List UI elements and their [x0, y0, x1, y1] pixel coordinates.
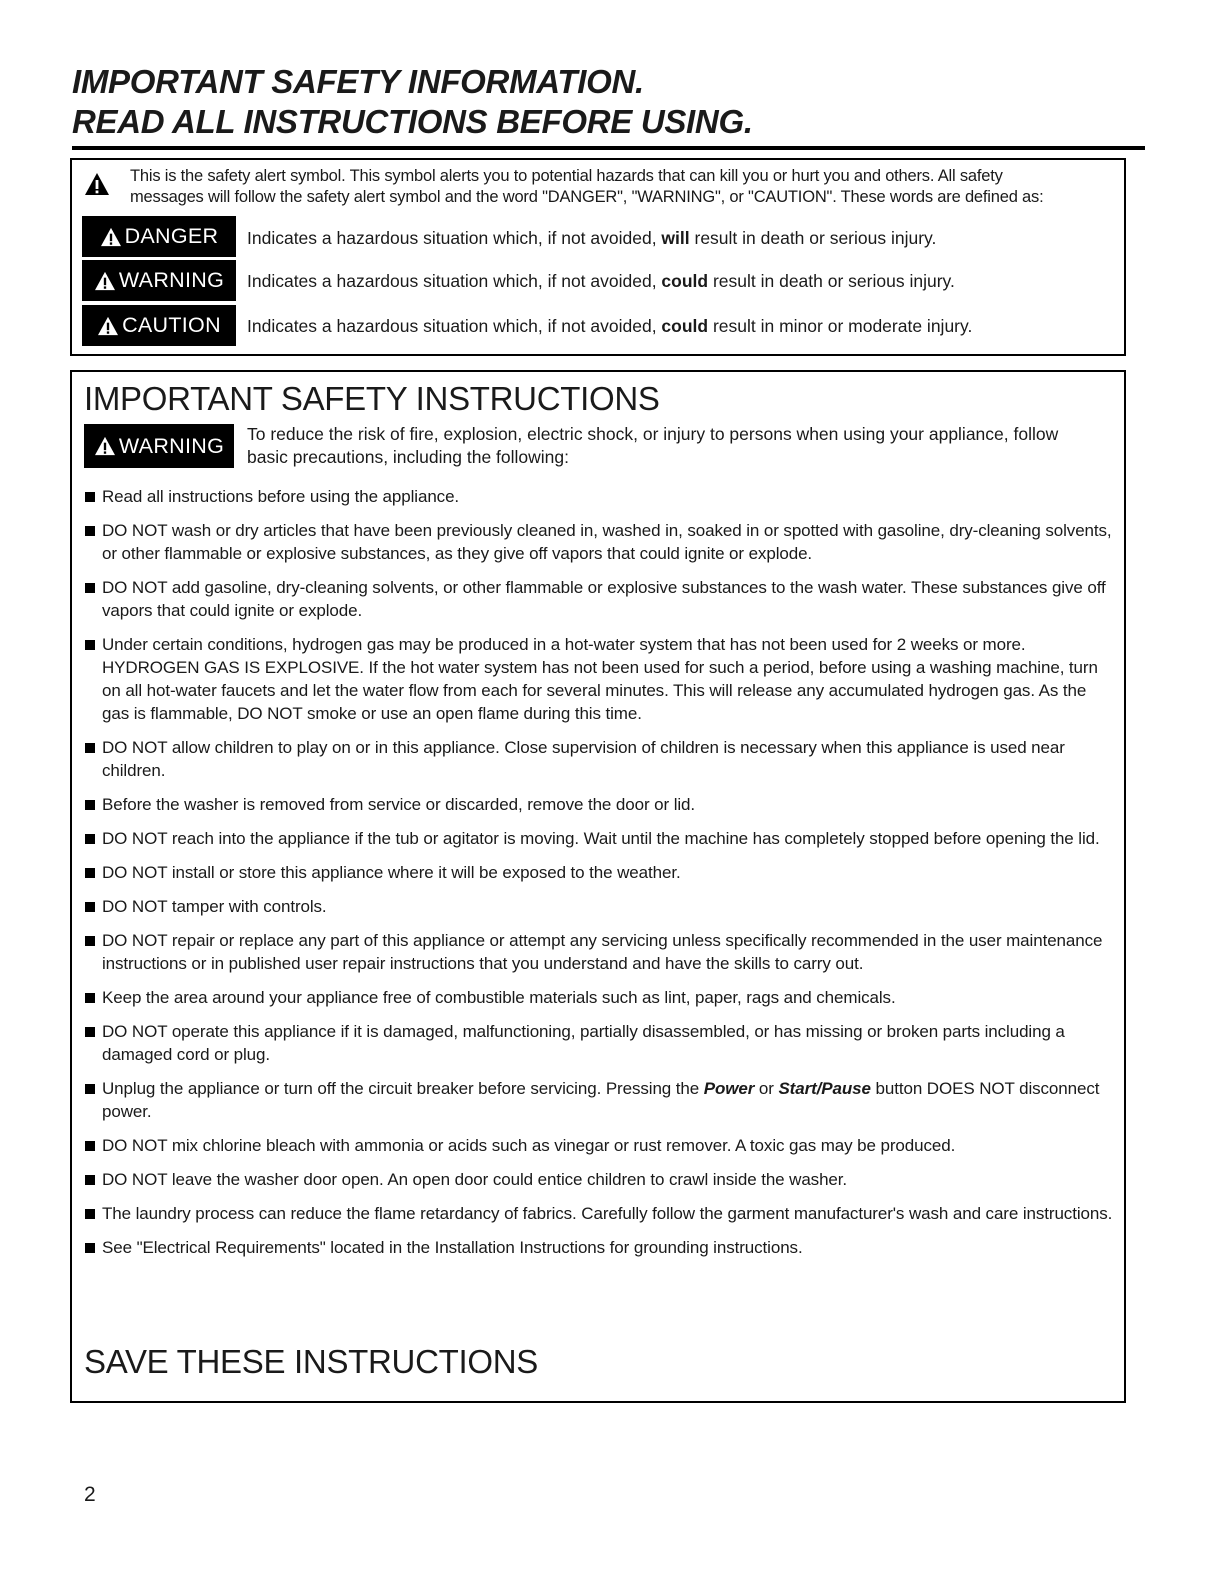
warning-badge: WARNING — [82, 260, 236, 301]
instruction-item: DO NOT mix chlorine bleach with ammonia or acids such as vinegar or rust remover. A toxic gas may be produced. — [84, 1134, 1114, 1157]
instruction-item: DO NOT repair or replace any part of this appliance or attempt any servicing unless specifically recommended in the user maintenance instructions or in published user repair instructions that you understand and have the skills to carry out. — [84, 929, 1114, 975]
warning-triangle-icon — [94, 436, 116, 456]
instruction-item: Before the washer is removed from service or discarded, remove the door or lid. — [84, 793, 1114, 816]
bullet-square-icon — [85, 1243, 95, 1253]
instruction-list — [84, 485, 1114, 1259]
instruction-item: Unplug the appliance or turn off the circuit breaker before servicing. Pressing the Power or Start/Pause button DOES NOT disconnect power. — [84, 1077, 1114, 1123]
instruction-item: See "Electrical Requirements" located in the Installation Instructions for grounding instructions. — [84, 1236, 1114, 1259]
warning-badge: WARNING — [84, 424, 234, 468]
warning-triangle-icon — [84, 172, 110, 196]
title-line-2: READ ALL INSTRUCTIONS BEFORE USING. — [72, 103, 753, 140]
bullet-square-icon — [85, 1175, 95, 1185]
safety-instructions-section — [70, 370, 1126, 1403]
instruction-item: DO NOT allow children to play on or in this appliance. Close supervision of children is necessary when this appliance is used near children. — [84, 736, 1114, 782]
save-instructions-heading: SAVE THESE INSTRUCTIONS — [84, 1343, 538, 1380]
instruction-item: Under certain conditions, hydrogen gas may be produced in a hot-water system that has not been used for 2 weeks or more. HYDROGEN GAS IS EXPLOSIVE. If the hot water system has not been used for such a period, before using a washing machine, turn on all hot-water faucets and let the water flow from each for several minutes. This will release any accumulated hydrogen gas. As the gas is flammable, DO NOT smoke or use an open flame during this time. — [84, 633, 1114, 725]
caution-badge: CAUTION — [82, 305, 236, 346]
warning-statement: To reduce the risk of fire, explosion, electric shock, or injury to persons when using your appliance, follow basic precautions, including the following: — [247, 424, 1059, 467]
alert-intro-text: This is the safety alert symbol. This symbol alerts you to potential hazards that can kill you or hurt you and others. All safety messages will follow the safety alert symbol and the word "DANGER", "WARNING", or "CAUTION". These words are defined as: — [130, 167, 1044, 206]
instruction-item: Read all instructions before using the appliance. — [84, 485, 1114, 508]
bullet-square-icon — [85, 492, 95, 502]
instruction-item: The laundry process can reduce the flame retardancy of fabrics. Carefully follow the garment manufacturer's wash and care instructions. — [84, 1202, 1114, 1225]
bullet-square-icon — [85, 936, 95, 946]
instruction-item: Keep the area around your appliance free of combustible materials such as lint, paper, rags and chemicals. — [84, 986, 1114, 1009]
danger-definition: Indicates a hazardous situation which, if not avoided, will result in death or serious injury. — [247, 228, 937, 248]
danger-badge: DANGER — [82, 216, 236, 257]
safety-alert-definitions — [70, 158, 1126, 356]
bullet-square-icon — [85, 1027, 95, 1037]
warning-triangle-icon — [97, 316, 119, 336]
instruction-item: DO NOT operate this appliance if it is damaged, malfunctioning, partially disassembled, or has missing or broken parts including a damaged cord or plug. — [84, 1020, 1114, 1066]
bullet-square-icon — [85, 902, 95, 912]
instructions-heading: IMPORTANT SAFETY INSTRUCTIONS — [84, 380, 660, 417]
instruction-item: DO NOT leave the washer door open. An open door could entice children to crawl inside the washer. — [84, 1168, 1114, 1191]
title-divider — [72, 146, 1145, 150]
page-title — [72, 62, 753, 142]
bullet-square-icon — [85, 800, 95, 810]
bullet-square-icon — [85, 1209, 95, 1219]
bullet-square-icon — [85, 1141, 95, 1151]
bullet-square-icon — [85, 583, 95, 593]
instruction-item: DO NOT wash or dry articles that have been previously cleaned in, washed in, soaked in or spotted with gasoline, dry-cleaning solvents, or other flammable or explosive substances, as they give off vapors that could ignite or explode. — [84, 519, 1114, 565]
warning-triangle-icon — [94, 271, 116, 291]
warning-triangle-icon — [100, 227, 122, 247]
bullet-square-icon — [85, 868, 95, 878]
bullet-square-icon — [85, 640, 95, 650]
bullet-square-icon — [85, 993, 95, 1003]
instruction-item: DO NOT add gasoline, dry-cleaning solvents, or other flammable or explosive substances to the wash water. These substances give off vapors that could ignite or explode. — [84, 576, 1114, 622]
bullet-square-icon — [85, 526, 95, 536]
warning-definition: Indicates a hazardous situation which, if not avoided, could result in death or serious injury. — [247, 271, 955, 291]
bullet-square-icon — [85, 834, 95, 844]
instruction-item: DO NOT install or store this appliance where it will be exposed to the weather. — [84, 861, 1114, 884]
instruction-item: DO NOT reach into the appliance if the tub or agitator is moving. Wait until the machine has completely stopped before opening the lid. — [84, 827, 1114, 850]
bullet-square-icon — [85, 1084, 95, 1094]
instruction-item: DO NOT tamper with controls. — [84, 895, 1114, 918]
caution-definition: Indicates a hazardous situation which, if not avoided, could result in minor or moderate injury. — [247, 316, 973, 336]
bullet-square-icon — [85, 743, 95, 753]
page-number: 2 — [84, 1483, 96, 1506]
title-line-1: IMPORTANT SAFETY INFORMATION. — [72, 63, 644, 100]
